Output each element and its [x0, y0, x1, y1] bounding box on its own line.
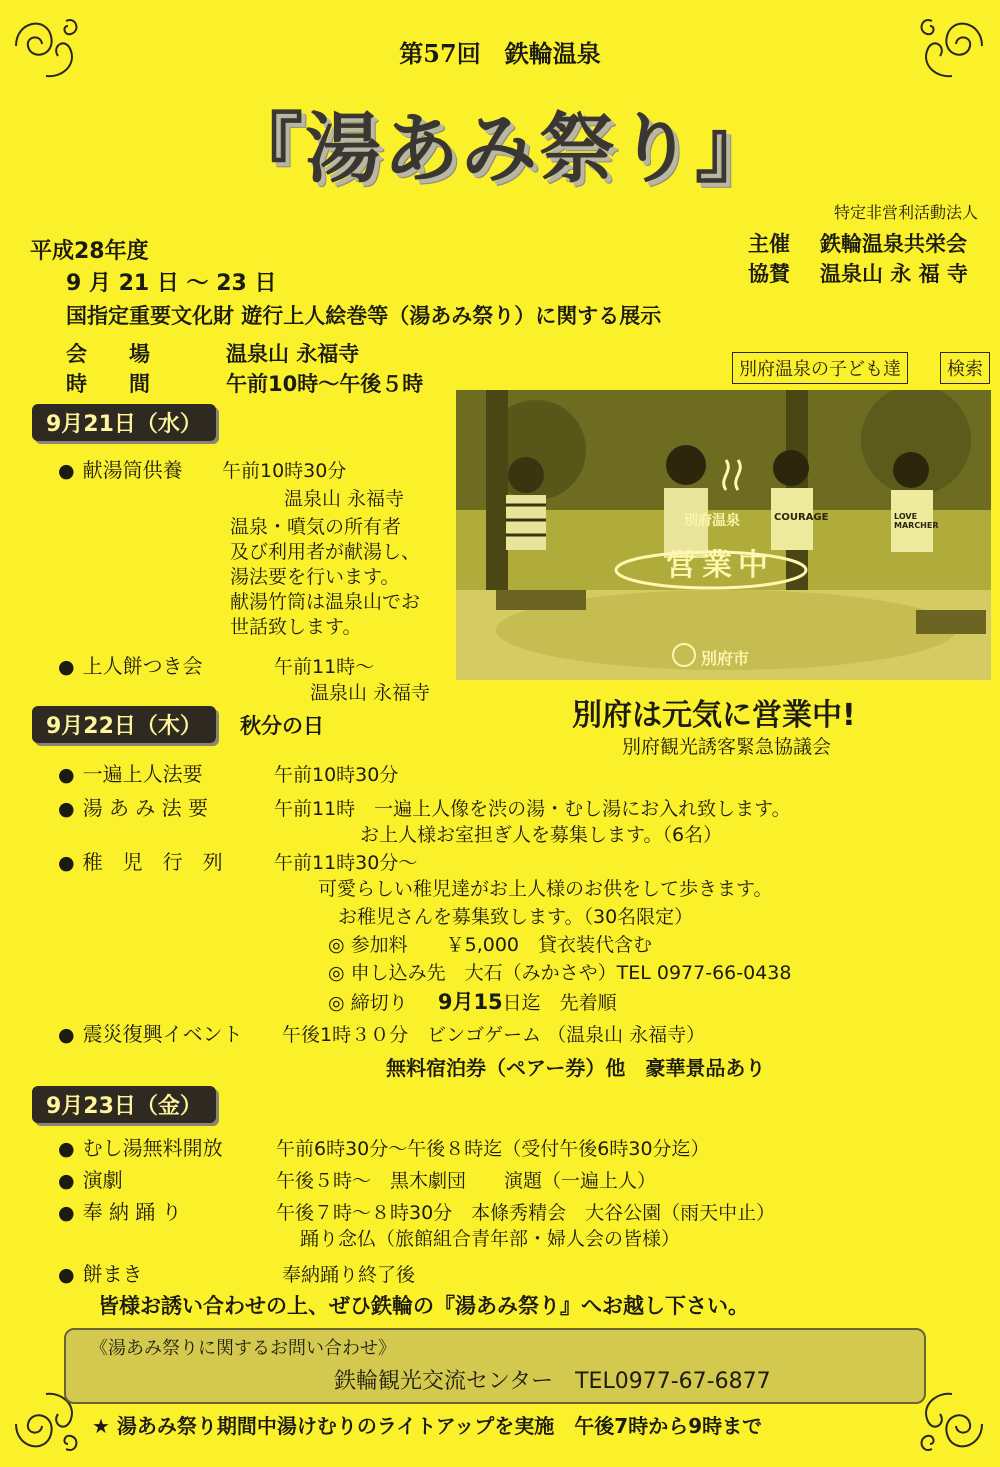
- day3-item-engeki-time: 午後５時～ 黒木劇団 演題（一遍上人）: [276, 1170, 657, 1192]
- search-button: 検索: [940, 352, 990, 384]
- host-label: 主催: [748, 231, 790, 256]
- beppu-city-logo: 別府市: [701, 649, 750, 668]
- day1-item-kento-desc-4: 献湯竹筒は温泉山でお: [230, 591, 421, 613]
- edition-heading: 第57回 鉄輪温泉: [399, 39, 601, 68]
- venue-label: 会 場: [66, 342, 150, 366]
- day3-item-odori-desc: 踊り念仏（旅館組合青年部・婦人会の皆様）: [300, 1228, 681, 1250]
- day2-item-yuami-time: 午前11時 一遍上人像を渋の湯・むし湯にお入れ致します。: [274, 798, 791, 820]
- sponsor-label: 協賛: [748, 261, 790, 286]
- day2-item-hoyo-time: 午前10時30分: [274, 764, 399, 786]
- inquiry-box: [64, 1328, 926, 1404]
- bullet-icon: ●: [58, 852, 75, 874]
- fiscal-year: 平成28年度: [30, 239, 149, 264]
- day2-item-chigo-desc-1: 可愛らしい稚児達がお上人様のお供をして歩きます。: [318, 878, 773, 900]
- day2-item-fukko: ● 震災復興イベント: [58, 1022, 243, 1046]
- day2-item-yuami: ● 湯 あ み 法 要: [58, 796, 209, 820]
- day2-item-chigo-apply: ◎ 申し込み先 大石（みかさや）TEL 0977-66-0438: [328, 962, 792, 984]
- search-keyword-box: 別府温泉の子ども達: [732, 352, 908, 384]
- venue-value: 温泉山 永福寺: [226, 342, 360, 366]
- day2-item-hoyo: ● 一遍上人法要: [58, 762, 203, 786]
- shirt-print-courage: COURAGE: [774, 512, 829, 523]
- inquiry-label: 《湯あみ祭りに関するお問い合わせ》: [90, 1338, 396, 1359]
- day2-holiday-note: 秋分の日: [240, 714, 324, 738]
- day2-item-fukko-time: 午後1時３０分 ビンゴゲーム （温泉山 永福寺）: [282, 1024, 706, 1046]
- day3-item-mochimaki: ● 餅まき: [58, 1262, 143, 1286]
- bullet-icon: ●: [58, 1138, 75, 1160]
- day1-item-kento: ● 献湯筒供養: [58, 458, 183, 482]
- lightup-notice: ★ 湯あみ祭り期間中湯けむりのライトアップを実施 午後7時から9時まで: [92, 1414, 763, 1438]
- sign-small-text: 別府温泉: [684, 513, 740, 529]
- host-name: 鉄輪温泉共栄会: [820, 231, 967, 256]
- day1-item-kento-time: 午前10時30分: [222, 460, 347, 482]
- day3-item-engeki: ● 演劇: [58, 1168, 123, 1192]
- bullet-icon: ●: [58, 1024, 75, 1046]
- time-label: 時 間: [66, 372, 150, 396]
- bullet-icon: ●: [58, 460, 75, 482]
- day1-item-kento-desc-5: 世話致します。: [230, 616, 362, 638]
- time-value: 午前10時～午後５時: [226, 372, 424, 396]
- day3-item-odori: ● 奉 納 踊 り: [58, 1200, 182, 1224]
- day1-item-mochi: ● 上人餅つき会: [58, 654, 203, 678]
- shirt-print-love: LOVE MARCHER: [894, 512, 939, 530]
- day2-item-chigo-time: 午前11時30分～: [274, 852, 418, 874]
- festival-dates: 9 月 21 日 ～ 23 日: [66, 271, 277, 296]
- day1-item-kento-desc-1: 温泉・噴気の所有者: [230, 516, 402, 538]
- day1-item-kento-place: 温泉山 永福寺: [284, 488, 405, 510]
- bullet-icon: ●: [58, 798, 75, 820]
- day1-item-kento-desc-2: 及び利用者が献湯し、: [230, 541, 421, 563]
- day2-label: 9月22日（木）: [32, 706, 216, 743]
- organizer-type: 特定非営利活動法人: [833, 203, 978, 222]
- day1-label: 9月21日（水）: [32, 404, 216, 441]
- day1-item-kento-desc-3: 湯法要を行います。: [230, 566, 400, 588]
- day2-item-yuami-desc: お上人様お室担ぎ人を募集します。（6名）: [360, 824, 723, 846]
- day1-item-mochi-time: 午前11時～: [274, 656, 375, 678]
- invitation-text: 皆様お誘い合わせの上、ぜひ鉄輪の『湯あみ祭り』へお越し下さい。: [98, 1294, 749, 1318]
- bullet-icon: ●: [58, 1202, 75, 1224]
- inquiry-contact: 鉄輪観光交流センター TEL0977-67-6877: [334, 1369, 771, 1394]
- sign-big-text: 営業中: [666, 548, 774, 583]
- photo-caption: 別府は元気に営業中!: [572, 698, 856, 733]
- bullet-icon: ●: [58, 1264, 75, 1286]
- photo-illustration: [456, 390, 991, 680]
- photo-credit: 別府観光誘客緊急協議会: [622, 736, 832, 758]
- bullet-icon: ●: [58, 764, 75, 786]
- day3-label: 9月23日（金）: [32, 1086, 216, 1123]
- day3-item-odori-time: 午後７時～８時30分 本條秀精会 大谷公園（雨天中止）: [276, 1202, 776, 1224]
- tourism-photo: [456, 390, 991, 680]
- day2-item-fukko-prizes: 無料宿泊券（ペアー券）他 豪華景品あり: [386, 1056, 766, 1080]
- page-title: 『湯あみ祭り』: [227, 104, 773, 193]
- day3-item-mushiyu: ● むし湯無料開放: [58, 1136, 223, 1160]
- day1-item-mochi-place: 温泉山 永福寺: [310, 682, 431, 704]
- day2-item-chigo-deadline: ◎ 締切り 9月15日迄 先着順: [328, 990, 617, 1014]
- sponsor-name: 温泉山 永 福 寺: [820, 261, 968, 286]
- day3-item-mushiyu-time: 午前6時30分～午後８時迄（受付午後6時30分迄）: [276, 1138, 710, 1160]
- day2-item-chigo-desc-2: お稚児さんを募集致します。（30名限定）: [338, 906, 694, 928]
- bullet-icon: ●: [58, 656, 75, 678]
- day2-item-chigo-fee: ◎ 参加料 ￥5,000 貸衣装代含む: [328, 934, 653, 956]
- exhibition-title: 国指定重要文化財 遊行上人絵巻等（湯あみ祭り）に関する展示: [66, 304, 662, 328]
- day3-item-mochimaki-time: 奉納踊り終了後: [282, 1264, 416, 1286]
- bullet-icon: ●: [58, 1170, 75, 1192]
- day2-item-chigo: ● 稚 児 行 列: [58, 850, 223, 874]
